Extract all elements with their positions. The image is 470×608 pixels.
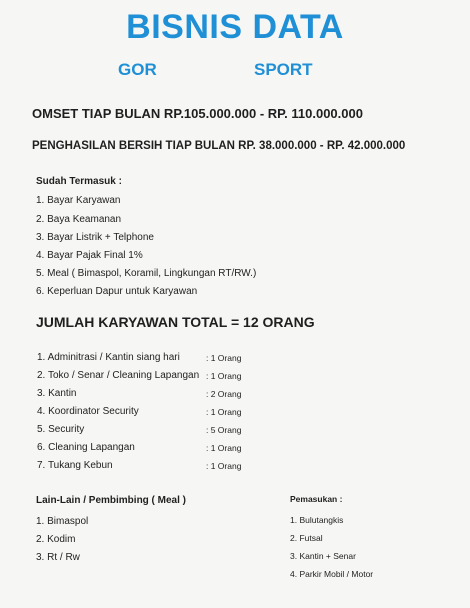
employee-count: : 1 Orang [206, 461, 242, 471]
employee-count: : 1 Orang [206, 407, 242, 417]
employee-role: 4. Koordinator Security [37, 406, 139, 417]
sudah-item: 4. Bayar Pajak Final 1% [36, 250, 143, 261]
subtitle-sport: SPORT [254, 60, 313, 79]
employee-role: 1. Adminitrasi / Kantin siang hari [37, 352, 180, 363]
employee-role: 2. Toko / Senar / Cleaning Lapangan [37, 370, 200, 381]
pemasukan-item: 3. Kantin + Senar [290, 551, 356, 561]
employee-role: 6. Cleaning Lapangan [37, 442, 135, 453]
sudah-item: 1. Bayar Karyawan [36, 195, 121, 206]
pemasukan-item: 1. Bulutangkis [290, 515, 344, 525]
penghasilan-line: PENGHASILAN BERSIH TIAP BULAN RP. 38.000.000 - RP. 42.000.000 [32, 140, 406, 152]
employee-role: 5. Security [37, 424, 85, 435]
sudah-item: 6. Keperluan Dapur untuk Karyawan [36, 286, 198, 297]
pemasukan-item: 4. Parkir Mobil / Motor [290, 569, 374, 579]
employee-count: : 1 Orang [206, 443, 242, 453]
employee-count: : 2 Orang [206, 389, 242, 399]
employee-count: : 1 Orang [206, 371, 242, 381]
sudah-item: 3. Bayar Listrik + Telphone [36, 232, 154, 243]
lain-lain-heading: Lain-Lain / Pembimbing ( Meal ) [36, 495, 187, 506]
omset-line: OMSET TIAP BULAN RP.105.000.000 - RP. 110.000.000 [32, 106, 363, 121]
lain-item: 1. Bimaspol [36, 516, 89, 527]
employee-count: : 1 Orang [206, 353, 242, 363]
lain-item: 3. Rt / Rw [36, 552, 80, 563]
employee-role: 7. Tukang Kebun [37, 460, 113, 471]
sudah-item: 5. Meal ( Bimaspol, Koramil, Lingkungan RT/RW.) [36, 268, 257, 279]
lain-item: 2. Kodim [36, 534, 76, 545]
employee-role: 3. Kantin [37, 388, 77, 399]
jumlah-karyawan: JUMLAH KARYAWAN TOTAL = 12 ORANG [36, 314, 315, 330]
pemasukan-item: 2. Futsal [290, 533, 323, 543]
sudah-termasuk-heading: Sudah Termasuk : [36, 176, 122, 187]
page-title: BISNIS DATA [126, 8, 344, 46]
sudah-item: 2. Baya Keamanan [36, 214, 122, 225]
employee-count: : 5 Orang [206, 425, 242, 435]
pemasukan-heading: Pemasukan : [290, 494, 343, 504]
subtitle-gor: GOR [118, 60, 157, 79]
